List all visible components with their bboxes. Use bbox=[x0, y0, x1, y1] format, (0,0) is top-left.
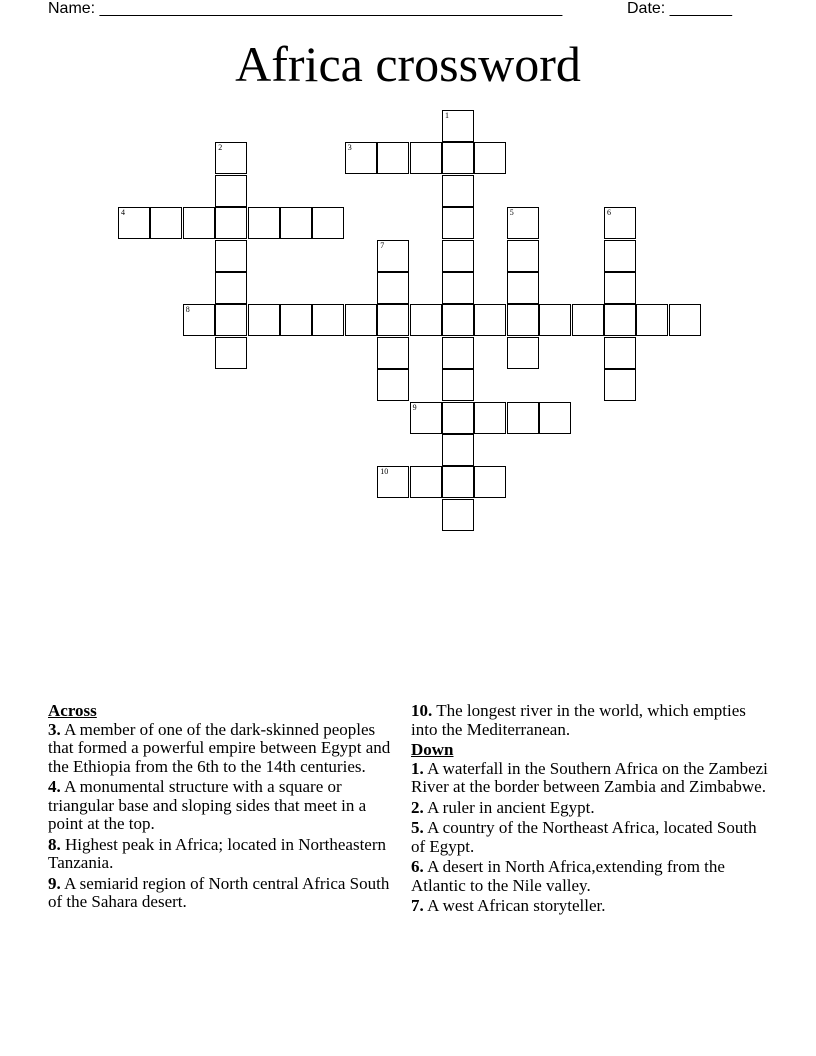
clue-number: 9. bbox=[48, 873, 61, 893]
down-clue-6 bbox=[411, 858, 771, 895]
clue-text: Highest peak in Africa; located in Northeastern Tanzania. bbox=[48, 834, 386, 872]
grid-cell[interactable] bbox=[539, 402, 571, 434]
cell-number: 5 bbox=[509, 208, 514, 218]
grid-cell[interactable] bbox=[442, 402, 474, 434]
grid-cell[interactable] bbox=[312, 304, 344, 336]
across-clue-4 bbox=[48, 778, 393, 834]
grid-cell[interactable] bbox=[442, 466, 474, 498]
across-clue-8 bbox=[48, 836, 393, 873]
grid-cell[interactable] bbox=[636, 304, 668, 336]
clue-number: 10. bbox=[411, 701, 433, 720]
grid-cell[interactable] bbox=[507, 207, 539, 239]
down-clue-7 bbox=[411, 897, 771, 916]
grid-cell[interactable] bbox=[377, 142, 409, 174]
clue-number: 5. bbox=[411, 818, 424, 837]
cell-number: 3 bbox=[347, 143, 352, 153]
grid-cell[interactable] bbox=[377, 304, 409, 336]
grid-cell[interactable] bbox=[507, 240, 539, 272]
grid-cell[interactable] bbox=[215, 337, 247, 369]
clue-text: A west African storyteller. bbox=[427, 896, 606, 915]
cell-number: 6 bbox=[607, 208, 611, 218]
grid-cell[interactable] bbox=[215, 175, 247, 207]
grid-cell[interactable] bbox=[474, 466, 506, 498]
grid-cell[interactable] bbox=[377, 272, 409, 304]
grid-cell[interactable] bbox=[183, 304, 215, 336]
cell-number: 8 bbox=[185, 305, 190, 315]
down-clue-2 bbox=[411, 799, 771, 818]
clue-number: 3. bbox=[48, 719, 61, 739]
cell-number: 10 bbox=[380, 467, 389, 477]
grid-cell[interactable] bbox=[507, 337, 539, 369]
grid-cell[interactable] bbox=[377, 466, 409, 498]
grid-cell[interactable] bbox=[539, 304, 571, 336]
grid-cell[interactable] bbox=[345, 142, 377, 174]
page-title: Africa crossword bbox=[235, 36, 581, 92]
grid-cell[interactable] bbox=[280, 207, 312, 239]
grid-cell[interactable] bbox=[118, 207, 150, 239]
clue-text: A country of the Northeast Africa, located South of Egypt. bbox=[411, 818, 757, 856]
grid-cell[interactable] bbox=[280, 304, 312, 336]
grid-cell[interactable] bbox=[442, 175, 474, 207]
clue-text: A ruler in ancient Egypt. bbox=[427, 797, 595, 817]
grid-cell[interactable] bbox=[507, 272, 539, 304]
date-field[interactable]: Date: _______ bbox=[627, 0, 732, 17]
clues-right-column bbox=[411, 702, 771, 918]
grid-cell[interactable] bbox=[215, 142, 247, 174]
grid-cell[interactable] bbox=[377, 240, 409, 272]
down-clue-5 bbox=[411, 819, 771, 856]
grid-cell[interactable] bbox=[345, 304, 377, 336]
grid-cell[interactable] bbox=[410, 142, 442, 174]
down-heading: Down bbox=[411, 740, 454, 759]
across-clue-10 bbox=[411, 702, 771, 739]
cell-number: 9 bbox=[412, 402, 417, 412]
clue-number: 4. bbox=[48, 777, 61, 796]
clue-number: 6. bbox=[411, 857, 424, 876]
grid-cell[interactable] bbox=[604, 369, 636, 401]
grid-cell[interactable] bbox=[604, 207, 636, 239]
grid-cell[interactable] bbox=[442, 369, 474, 401]
grid-cell[interactable] bbox=[442, 337, 474, 369]
grid-cell[interactable] bbox=[442, 110, 474, 142]
cell-number: 2 bbox=[218, 143, 223, 153]
grid-cell[interactable] bbox=[410, 304, 442, 336]
grid-cell[interactable] bbox=[442, 142, 474, 174]
grid-cell[interactable] bbox=[507, 402, 539, 434]
clue-number: 8. bbox=[48, 834, 61, 854]
grid-cell[interactable] bbox=[604, 304, 636, 336]
grid-cell[interactable] bbox=[442, 304, 474, 336]
grid-cell[interactable] bbox=[507, 304, 539, 336]
grid-cell[interactable] bbox=[442, 207, 474, 239]
grid-cell[interactable] bbox=[215, 207, 247, 239]
grid-cell[interactable] bbox=[669, 304, 701, 336]
name-field[interactable]: Name: ____________________________________________________ bbox=[48, 0, 563, 17]
grid-cell[interactable] bbox=[183, 207, 215, 239]
clue-number: 2. bbox=[411, 797, 424, 817]
grid-cell[interactable] bbox=[604, 337, 636, 369]
grid-cell[interactable] bbox=[215, 272, 247, 304]
grid-cell[interactable] bbox=[377, 369, 409, 401]
clue-text: A semiarid region of North central Africa South of the Sahara desert. bbox=[48, 873, 390, 911]
grid-cell[interactable] bbox=[312, 207, 344, 239]
clues-left-column bbox=[48, 702, 393, 914]
clue-text: The longest river in the world, which empties into the Mediterranean. bbox=[411, 701, 746, 739]
grid-cell[interactable] bbox=[410, 402, 442, 434]
grid-cell[interactable] bbox=[248, 304, 280, 336]
grid-cell[interactable] bbox=[474, 304, 506, 336]
clue-text: A monumental structure with a square or triangular base and sloping sides that meet in a point at the top. bbox=[48, 777, 367, 833]
clue-text: A desert in North Africa,extending from the Atlantic to the Nile valley. bbox=[411, 857, 725, 895]
grid-cell[interactable] bbox=[442, 499, 474, 531]
cell-number: 7 bbox=[380, 240, 385, 250]
grid-cell[interactable] bbox=[410, 466, 442, 498]
grid-cell[interactable] bbox=[604, 240, 636, 272]
cell-number: 4 bbox=[121, 208, 125, 218]
grid-cell[interactable] bbox=[572, 304, 604, 336]
clue-number: 7. bbox=[411, 896, 424, 915]
down-clue-1 bbox=[411, 760, 771, 797]
grid-cell[interactable] bbox=[377, 337, 409, 369]
grid-cell[interactable] bbox=[150, 207, 182, 239]
grid-cell[interactable] bbox=[215, 304, 247, 336]
cell-number: 1 bbox=[445, 111, 449, 120]
grid-cell[interactable] bbox=[442, 272, 474, 304]
grid-cell[interactable] bbox=[474, 142, 506, 174]
grid-cell[interactable] bbox=[215, 240, 247, 272]
clue-text: A member of one of the dark-skinned peoples that formed a powerful empire between Egypt and the Ethiopia from the 6th to the 14th centuries. bbox=[48, 719, 391, 776]
grid-cell[interactable] bbox=[248, 207, 280, 239]
grid-cell[interactable] bbox=[604, 272, 636, 304]
across-heading: Across bbox=[48, 701, 97, 720]
clue-text: A waterfall in the Southern Africa on the Zambezi River at the border between Zambia and Zimbabwe. bbox=[411, 758, 768, 796]
grid-cell[interactable] bbox=[474, 402, 506, 434]
clue-number: 1. bbox=[411, 758, 424, 778]
grid-cell[interactable] bbox=[442, 240, 474, 272]
grid-cell[interactable] bbox=[442, 434, 474, 466]
across-clue-9 bbox=[48, 875, 393, 912]
across-clue-3 bbox=[48, 721, 393, 777]
